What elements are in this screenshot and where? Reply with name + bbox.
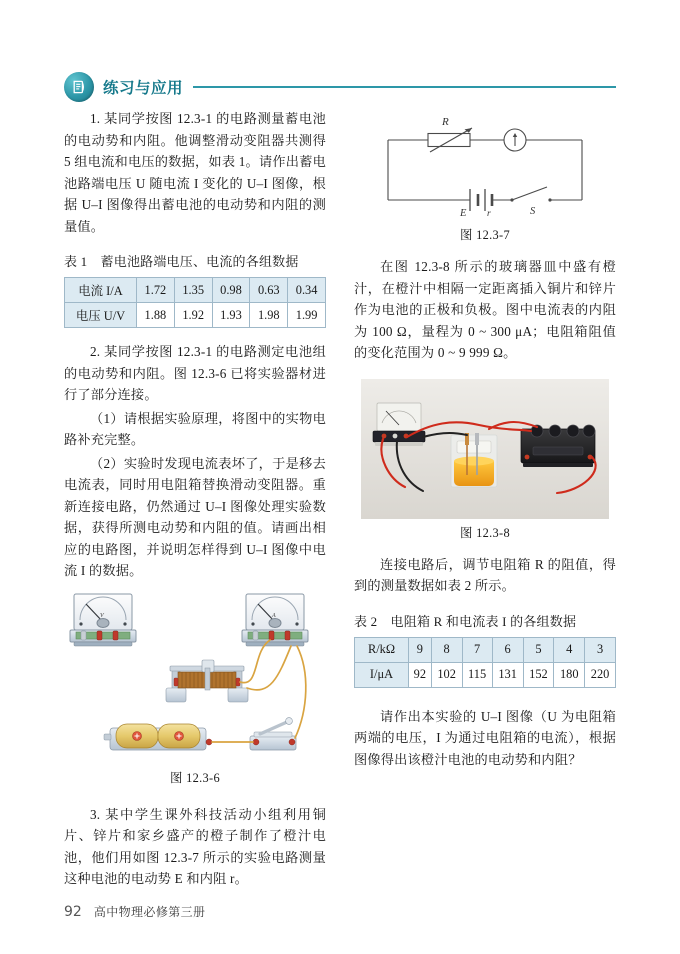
battery-symbol [459, 189, 492, 216]
question-2-sub-1: （1）请根据实验原理，将图中的实物电路补充完整。 [64, 410, 326, 447]
table-1-cell-1-2: 1.93 [212, 303, 250, 328]
table-1-cell-0-3: 0.63 [250, 278, 288, 303]
svg-text:R: R [442, 116, 449, 128]
figure-12-3-7-circuit [354, 108, 616, 221]
page-footer [64, 903, 205, 920]
table-2-cell-0-6: 3 [585, 637, 616, 662]
right-paragraph-3: 请作出本实验的 U–I 图像（U 为电阻箱两端的电压，I 为通过电阻箱的电流），根据图像得出该橙汁电池的电动势和内阻？ [354, 708, 616, 767]
switch-illustration [250, 717, 296, 749]
photo-beaker [451, 433, 497, 487]
table-2-cell-1-6: 220 [585, 662, 616, 687]
ammeter-symbol [504, 129, 526, 151]
photo-resistance-box [521, 425, 595, 467]
section-title: 练习与应用 [103, 79, 184, 97]
table-2-block [354, 612, 616, 688]
figure-12-3-7-caption: 图 12.3-7 [460, 228, 510, 242]
figure-12-3-8-photo [361, 379, 609, 519]
table-1 [64, 277, 326, 328]
table-1-row-1-header: 电压 U/V [65, 303, 137, 328]
figure-12-3-6-caption: 图 12.3-6 [170, 770, 220, 785]
table-1-cell-0-1: 1.35 [174, 278, 212, 303]
table-row [65, 278, 326, 303]
table-2-cell-1-4: 152 [523, 662, 554, 687]
table-1-cell-0-0: 1.72 [137, 278, 175, 303]
question-2-sub-2: （2）实验时发现电流表坏了，于是移去电流表，同时用电阻箱替换滑动变阻器。重新连接电路，仍然通过 U–I 图像处理实验数据，获得所测电动势和内阻的值。请画出相应的电路图，并说明怎样得到 U–I 图像中电流 I 的数据。 [64, 455, 326, 578]
table-2-cell-0-4: 5 [523, 637, 554, 662]
variable-resistor-symbol [428, 116, 472, 152]
table-2-cell-0-3: 6 [492, 637, 523, 662]
table-1-cell-1-4: 1.99 [288, 303, 326, 328]
question-2-text: 2. 某同学按图 12.3-1 的电路测定电池组的电动势和内阻。图 12.3-6 已将实验器材进行了部分连接。 [64, 344, 326, 402]
table-row [355, 662, 616, 687]
rheostat-illustration [166, 660, 248, 702]
svg-text:S: S [530, 206, 536, 216]
table-2 [354, 637, 616, 688]
header-divider [193, 86, 616, 88]
left-column [64, 108, 326, 892]
table-1-cell-0-2: 0.98 [212, 278, 250, 303]
connection-wires [212, 640, 306, 742]
figure-12-3-8-caption: 图 12.3-8 [460, 525, 510, 540]
table-2-cell-0-5: 4 [554, 637, 585, 662]
svg-text:E: E [460, 208, 467, 216]
table-1-row-0-header: 电流 I/A [65, 278, 137, 303]
table-2-row-0-header: R/kΩ [355, 637, 409, 662]
right-paragraph-2: 连接电路后，调节电阻箱 R 的阻值，得到的测量数据如表 2 所示。 [354, 556, 616, 593]
section-header [64, 70, 616, 104]
table-1-cell-1-1: 1.92 [174, 303, 212, 328]
table-2-cell-1-0: 92 [409, 662, 432, 687]
table-1-cell-1-3: 1.98 [250, 303, 288, 328]
question-1-text: 1. 某同学按图 12.3-1 的电路测量蓄电池的电动势和内阻。他调整滑动变阻器共测得 5 组电流和电压的数据，如表 1。请作出蓄电池路端电压 U 随电流 I 变化的 U–I 图像，根据 U–I 图像得出蓄电池的电动势和内阻的测量值。 [64, 111, 326, 234]
right-column [354, 108, 616, 772]
question-3-text: 3. 某中学生课外科技活动小组利用铜片、锌片和家乡盛产的橙子制作了橙汁电池，他们用如图 12.3-7 所示的实验电路测量这种电池的电动势 E 和内阻 r。 [64, 806, 326, 886]
table-2-cell-1-1: 102 [431, 662, 462, 687]
table-1-block [64, 252, 326, 328]
table-2-cell-0-0: 9 [409, 637, 432, 662]
table-2-caption: 表 2 电阻箱 R 和电流表 I 的各组数据 [354, 613, 577, 629]
table-1-cell-1-0: 1.88 [137, 303, 175, 328]
table-2-cell-0-2: 7 [462, 637, 492, 662]
svg-text:A: A [272, 612, 276, 619]
figure-12-3-6-apparatus [64, 592, 326, 764]
table-1-caption: 表 1 蓄电池路端电压、电流的各组数据 [64, 254, 299, 269]
table-1-cell-0-4: 0.34 [288, 278, 326, 303]
table-2-cell-1-3: 131 [492, 662, 523, 687]
svg-text:V: V [100, 612, 104, 619]
photo-galvanometer [373, 403, 425, 446]
switch-symbol [510, 187, 551, 216]
table-row [355, 637, 616, 662]
table-2-row-1-header: I/μA [355, 662, 409, 687]
table-row [65, 303, 326, 328]
svg-text:r: r [487, 209, 491, 216]
table-2-cell-1-5: 180 [554, 662, 585, 687]
voltmeter-illustration [70, 594, 136, 646]
book-circle-icon [64, 72, 94, 102]
book-title: 高中物理必修第三册 [93, 905, 206, 919]
table-2-cell-0-1: 8 [431, 637, 462, 662]
table-2-cell-1-2: 115 [462, 662, 492, 687]
right-paragraph-1: 在图 12.3-8 所示的玻璃器皿中盛有橙汁，在橙汁中相隔一定距离插入铜片和锌片作为电池的正极和负极。图中电流表的内阻为 100 Ω，量程为 0 ~ 300 μA；电阻箱阻值的变化范围为 0 ~ 9 999 Ω。 [354, 259, 616, 360]
ammeter-illustration [242, 594, 308, 646]
battery-pack-illustration [104, 724, 212, 750]
page-number: 92 [64, 904, 82, 920]
